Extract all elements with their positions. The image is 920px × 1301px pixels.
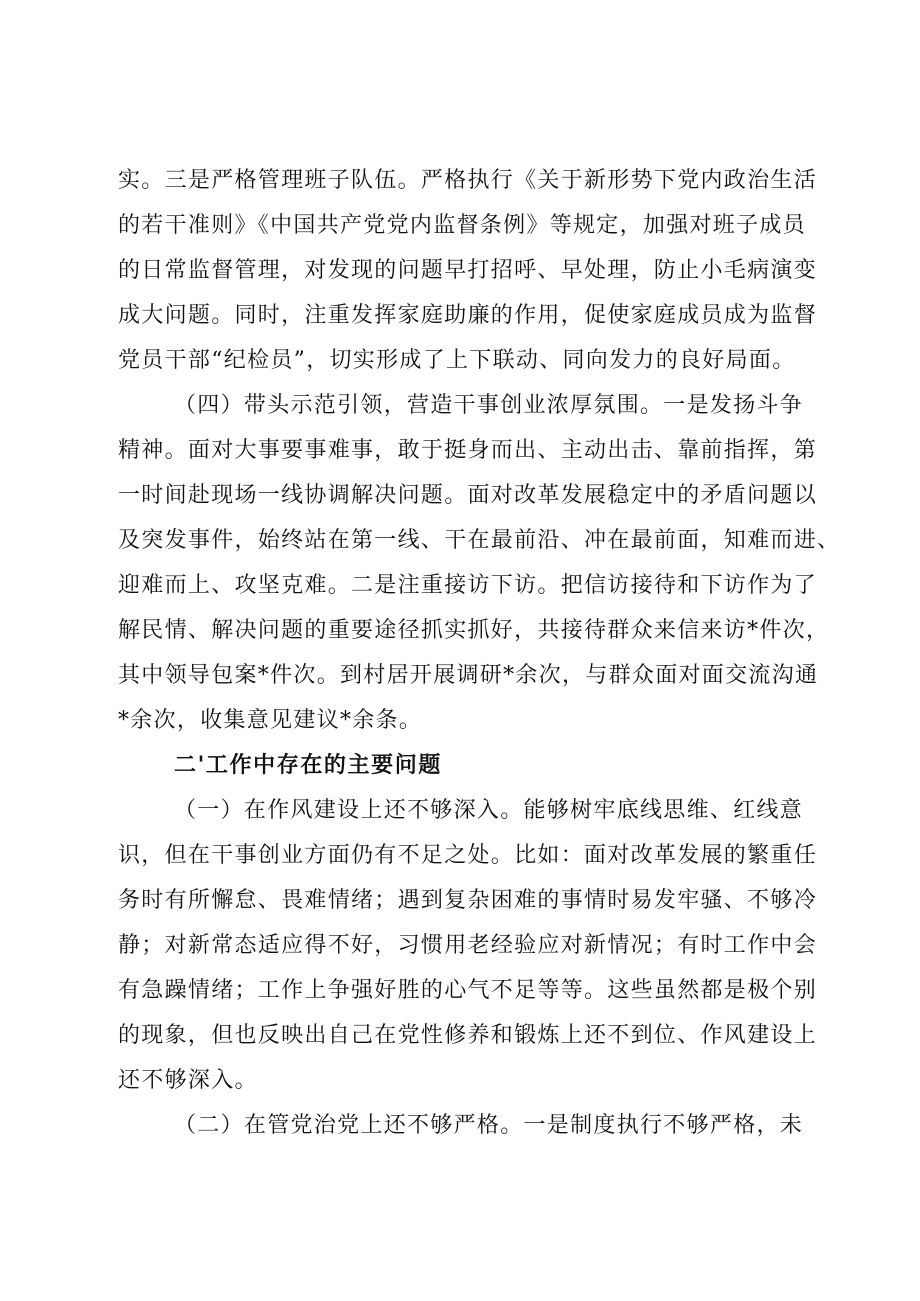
paragraph-line: 的日常监督管理，对发现的问题早打招呼、早处理，防止小毛病演变	[118, 258, 818, 283]
paragraph-line: 其中领导包案*件次。到村居开展调研*余次，与群众面对面交流沟通	[118, 663, 819, 688]
paragraph-line: *余次，收集意见建议*余条。	[118, 708, 423, 733]
paragraph-line: 务时有所懈怠、畏难情绪；遇到复杂困难的事情时易发牢骚、不够冷	[118, 888, 818, 913]
paragraph-line: （二）在管党治党上还不够严格。一是制度执行不够严格，未	[174, 1113, 804, 1138]
paragraph-line: 一时间赴现场一线协调解决问题。面对改革发展稳定中的矛盾问题以	[118, 483, 818, 508]
paragraph-line: 静；对新常态适应得不好，习惯用老经验应对新情况；有时工作中会	[118, 933, 818, 958]
paragraph-line: 迎难而上、攻坚克难。二是注重接访下访。把信访接待和下访作为了	[118, 573, 818, 598]
section-heading: 二'工作中存在的主要问题	[174, 753, 442, 778]
paragraph-line: 党员干部“纪检员”，切实形成了上下联动、同向发力的良好局面。	[118, 348, 796, 373]
paragraph-line: 成大问题。同时，注重发挥家庭助廉的作用，促使家庭成员成为监督	[118, 303, 818, 328]
paragraph-line: 有急躁情绪；工作上争强好胜的心气不足等等。这些虽然都是极个别	[118, 978, 818, 1003]
paragraph-line: 的现象，但也反映出自己在党性修养和锻炼上还不到位、作风建设上	[118, 1023, 818, 1048]
paragraph-line: 还不够深入。	[118, 1068, 258, 1093]
paragraph-line: 实。三是严格管理班子队伍。严格执行《关于新形势下党内政治生活	[118, 168, 818, 193]
paragraph-line: （四）带头示范引领，营造干事创业浓厚氛围。一是发扬斗争	[174, 393, 804, 418]
paragraph-line: 解民情、解决问题的重要途径抓实抓好，共接待群众来信来访*件次，	[118, 618, 830, 643]
paragraph-line: 识，但在干事创业方面仍有不足之处。比如：面对改革发展的繁重任	[118, 843, 818, 868]
paragraph-line: 的若干准则》《中国共产党党内监督条例》等规定，加强对班子成员	[118, 213, 807, 238]
paragraph-line: （一）在作风建设上还不够深入。能够树牢底线思维、红线意	[174, 798, 804, 823]
document-body	[118, 158, 841, 1148]
paragraph-line: 及突发事件，始终站在第一线、干在最前沿、冲在最前面，知难而进、	[118, 528, 841, 553]
paragraph-line: 精神。面对大事要事难事，敢于挺身而出、主动出击、靠前指挥，第	[118, 438, 818, 463]
